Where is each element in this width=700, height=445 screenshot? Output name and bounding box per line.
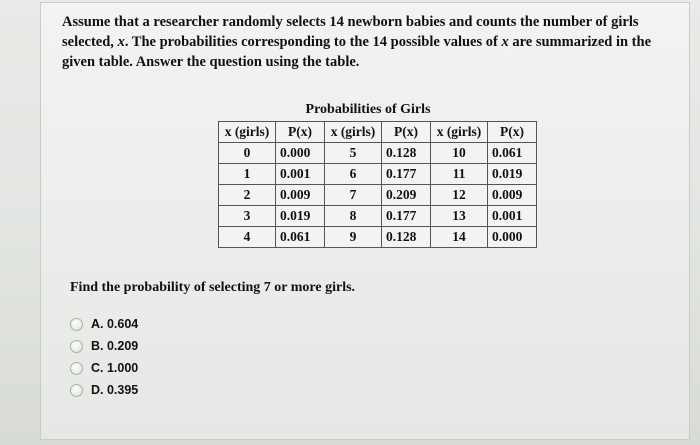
variable-x: x: [117, 34, 125, 50]
intro-text: . The probabilities corresponding to the 14 possible values of: [124, 34, 502, 50]
intro-line-2: [62, 32, 687, 52]
p-cell: 0.001: [276, 164, 325, 185]
intro-text: are summarized in the: [508, 34, 652, 50]
p-cell: 0.177: [382, 206, 431, 227]
p-cell: 0.000: [276, 143, 325, 164]
p-cell: 0.209: [382, 185, 431, 206]
p-cell: 0.009: [276, 185, 325, 206]
header-cell: P(x): [276, 122, 325, 143]
header-cell: P(x): [488, 122, 537, 143]
problem-statement: [62, 12, 687, 72]
variable-x: x: [501, 34, 509, 50]
table-row: [219, 143, 537, 164]
p-cell: 0.128: [382, 227, 431, 248]
x-cell: 10: [431, 143, 488, 164]
option-label: B. 0.209: [91, 339, 139, 353]
radio-button[interactable]: [70, 318, 83, 331]
option-label: D. 0.395: [91, 383, 139, 397]
radio-button[interactable]: [70, 384, 83, 397]
table-header-row: [219, 122, 537, 143]
x-cell: 9: [325, 227, 382, 248]
x-cell: 2: [219, 185, 276, 206]
question-text: Find the probability of selecting 7 or more girls.: [70, 280, 356, 295]
p-cell: 0.009: [488, 185, 537, 206]
header-cell: x (girls): [431, 122, 488, 143]
option-label: C. 1.000: [91, 361, 139, 375]
x-cell: 6: [325, 164, 382, 185]
x-cell: 0: [219, 143, 276, 164]
intro-line-1: Assume that a researcher randomly selects 14 newborn babies and counts the number of girls: [62, 14, 639, 30]
x-cell: 11: [431, 164, 488, 185]
probability-table: [218, 121, 537, 248]
header-cell: x (girls): [219, 122, 276, 143]
radio-button[interactable]: [70, 362, 83, 375]
answer-options: [70, 313, 138, 401]
x-cell: 8: [325, 206, 382, 227]
header-cell: P(x): [382, 122, 431, 143]
probability-table-container: [218, 102, 537, 248]
p-cell: 0.000: [488, 227, 537, 248]
intro-text: selected,: [62, 34, 118, 50]
p-cell: 0.061: [488, 143, 537, 164]
p-cell: 0.001: [488, 206, 537, 227]
option-d[interactable]: [70, 379, 138, 401]
intro-line-3: given table. Answer the question using the table.: [62, 54, 360, 70]
x-cell: 1: [219, 164, 276, 185]
x-cell: 13: [431, 206, 488, 227]
p-cell: 0.177: [382, 164, 431, 185]
option-a[interactable]: [70, 313, 138, 335]
p-cell: 0.128: [382, 143, 431, 164]
option-b[interactable]: [70, 335, 138, 357]
table-title: Probabilities of Girls: [305, 102, 431, 117]
radio-button[interactable]: [70, 340, 83, 353]
x-cell: 4: [219, 227, 276, 248]
x-cell: 14: [431, 227, 488, 248]
table-row: [219, 185, 537, 206]
x-cell: 5: [325, 143, 382, 164]
x-cell: 3: [219, 206, 276, 227]
p-cell: 0.061: [276, 227, 325, 248]
x-cell: 12: [431, 185, 488, 206]
x-cell: 7: [325, 185, 382, 206]
option-label: A. 0.604: [91, 317, 139, 331]
table-row: [219, 164, 537, 185]
p-cell: 0.019: [276, 206, 325, 227]
table-row: [219, 206, 537, 227]
option-c[interactable]: [70, 357, 138, 379]
table-row: [219, 227, 537, 248]
header-cell: x (girls): [325, 122, 382, 143]
p-cell: 0.019: [488, 164, 537, 185]
